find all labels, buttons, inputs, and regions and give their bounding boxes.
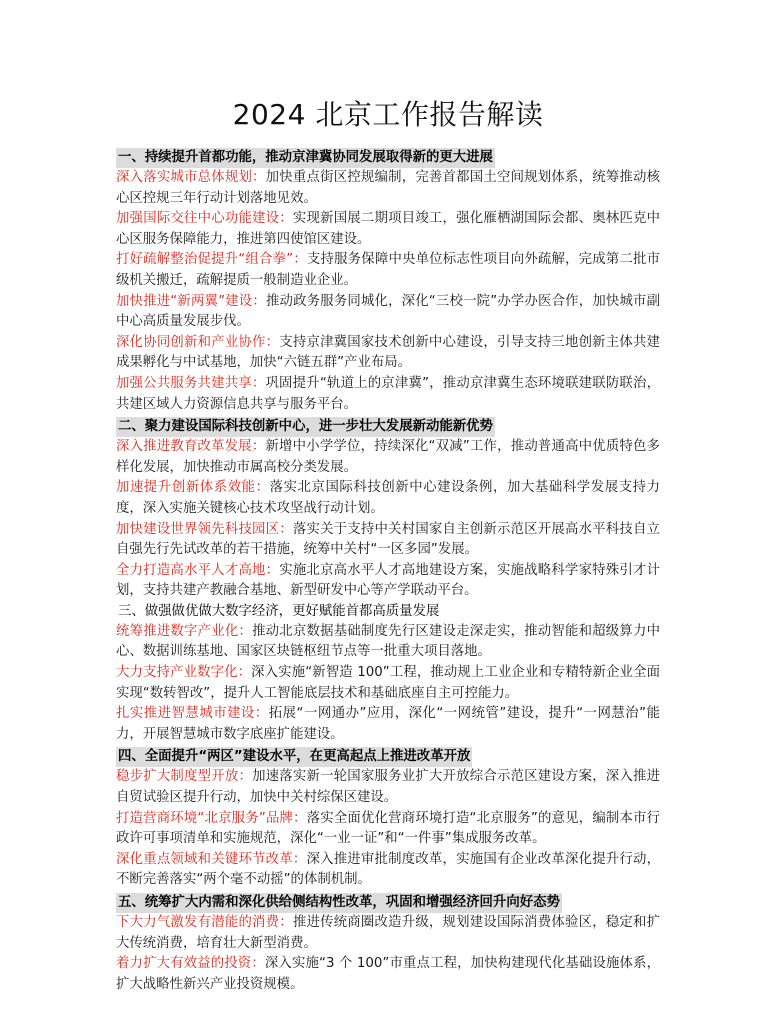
section-paragraph xyxy=(116,663,660,704)
paragraph-lead: 深入推进教育改革发展： xyxy=(116,439,266,455)
paragraph-lead: 全力打造高水平人才高地： xyxy=(116,562,280,578)
paragraph-lead: 扎实推进智慧城市建设： xyxy=(116,706,269,722)
section-paragraph xyxy=(116,374,660,415)
section-paragraph xyxy=(116,561,660,602)
section-4 xyxy=(116,745,660,891)
section-heading: 五、统筹扩大内需和深化供给侧结构性改革，巩固和增强经济回升向好态势 xyxy=(116,893,562,913)
section-paragraph xyxy=(116,913,660,954)
paragraph-text: 落实北京国际科技创新中心建设条例，加大基础科学发展支持力度，深入实施关键核心技术攻坚战行动计划。 xyxy=(116,480,661,516)
section-paragraph xyxy=(116,478,660,519)
paragraph-text: 深入实施“3 个 100”市重点工程，加快构建现代化基础设施体系，扩大战略性新兴产业投资规模。 xyxy=(116,956,661,992)
section-paragraph xyxy=(116,250,660,291)
section-paragraph xyxy=(116,209,660,250)
paragraph-lead: 加快推进“新两翼”建设： xyxy=(116,293,266,309)
paragraph-text: 落实全面优化营商环境打造“北京服务”的意见，编制本市行政许可事项清单和实施规范，深化“一业一证”和“一件事”集成服务改革。 xyxy=(116,810,661,847)
section-paragraph xyxy=(116,437,660,478)
paragraph-text: 加快重点街区控规编制，完善首都国土空间规划体系，统筹推动核心区控规三年行动计划落地见效。 xyxy=(116,170,661,206)
section-paragraph xyxy=(116,809,660,850)
section-paragraph xyxy=(116,333,660,374)
section-paragraph xyxy=(116,767,660,808)
section-paragraph xyxy=(116,292,660,333)
paragraph-lead: 加速提升创新体系效能： xyxy=(116,480,270,496)
paragraph-lead: 加强公共服务共建共享： xyxy=(116,375,266,391)
paragraph-lead: 大力支持产业数字化： xyxy=(116,665,252,681)
sections-container xyxy=(116,146,660,995)
section-paragraph xyxy=(116,704,660,745)
paragraph-text: 支持京津冀国家技术创新中心建设，引导支持三地创新主体共建成果孵化与中试基地，加快“六链五群”产业布局。 xyxy=(116,334,660,371)
paragraph-text: 实现新国展二期项目竣工，强化雁栖湖国际会都、奥林匹克中心区服务保障能力，推进第四使馆区建设。 xyxy=(116,211,661,247)
paragraph-text: 落实关于支持中关村国家自主创新示范区开展高水平科技自立自强先行先试改革的若干措施，统筹中关村“一区多园”发展。 xyxy=(116,521,661,558)
paragraph-text: 深入推进审批制度改革，实施国有企业改革深化提升行动，不断完善落实“两个毫不动摇”的体制机制。 xyxy=(116,851,661,888)
paragraph-text: 推进传统商圈改造升级，规划建设国际消费体验区，稳定和扩大传统消费，培育壮大新型消费。 xyxy=(116,915,661,951)
section-heading: 三、做强做优做大数字经济，更好赋能首都高质量发展 xyxy=(118,603,440,619)
paragraph-text: 支持服务保障中央单位标志性项目向外疏解，完成第二批市级机关搬迁，疏解提质一般制造业企业。 xyxy=(116,252,661,288)
section-2 xyxy=(116,415,660,602)
section-paragraph xyxy=(116,954,660,995)
section-paragraph xyxy=(116,520,660,561)
paragraph-lead: 统筹推进数字产业化： xyxy=(116,623,253,639)
paragraph-lead: 深入落实城市总体规划： xyxy=(116,170,266,185)
paragraph-text: 新增中小学学位，持续深化“双减”工作，推动普通高中优质特色多样化发展，加快推动市属高校分类发展。 xyxy=(116,439,660,475)
paragraph-lead: 加强国际交往中心功能建设： xyxy=(116,211,293,227)
section-paragraph xyxy=(116,168,660,209)
paragraph-lead: 打造营商环境“北京服务”品牌： xyxy=(116,810,307,826)
document-title: 2024 北京工作报告解读 xyxy=(232,98,544,131)
paragraph-text: 拓展“一网通办”应用，深化“一网统管”建设，提升“一网慧治”能力，开展智慧城市数字底座扩能建设。 xyxy=(116,706,661,742)
paragraph-lead: 着力扩大有效益的投资： xyxy=(116,956,265,972)
paragraph-lead: 加快建设世界领先科技园区： xyxy=(116,521,293,537)
paragraph-text: 巩固提升“轨道上的京津冀”，推动京津冀生态环境联建联防联治，共建区域人力资源信息共享与服务平台。 xyxy=(116,375,660,412)
paragraph-lead: 深化协同创新和产业协作： xyxy=(116,334,280,350)
paragraph-lead: 稳步扩大制度型开放： xyxy=(116,769,253,785)
section-paragraph xyxy=(116,622,660,663)
paragraph-text: 推动北京数据基础制度先行区建设走深走实，推动智能和超级算力中心、数据训练基地、国家区块链枢纽节点等一批重大项目落地。 xyxy=(116,623,661,660)
paragraph-lead: 打好疏解整治促提升“组合拳”： xyxy=(116,252,307,268)
section-1 xyxy=(116,146,660,415)
section-3 xyxy=(116,602,660,746)
section-5 xyxy=(116,891,660,995)
section-heading: 二、聚力建设国际科技创新中心，进一步壮大发展新动能新优势 xyxy=(116,417,495,437)
paragraph-lead: 深化重点领域和关键环节改革： xyxy=(116,851,307,867)
paragraph-lead: 下大力气激发有潜能的消费： xyxy=(116,915,293,930)
document-page xyxy=(116,96,660,995)
paragraph-text: 推动政务服务同城化，深化“三校一院”办学办医合作，加快城市副中心高质量发展步伐。 xyxy=(116,293,661,330)
paragraph-text: 实施北京高水平人才高地建设方案，实施战略科学家特殊引才计划，支持共建产教融合基地、新型研发中心等产学联动平台。 xyxy=(116,562,660,599)
section-paragraph xyxy=(116,850,660,891)
paragraph-text: 加速落实新一轮国家服务业扩大开放综合示范区建设方案，深入推进自贸试验区提升行动，加快中关村综保区建设。 xyxy=(116,769,661,806)
paragraph-text: 深入实施“新智造 100”工程，推动规上工业企业和专精特新企业全面实现“数转智改”，提升人工智能底层技术和基础底座自主可控能力。 xyxy=(116,665,661,701)
section-heading: 四、全面提升“两区”建设水平，在更高起点上推进改革开放 xyxy=(116,747,472,767)
section-heading: 一、持续提升首都功能，推动京津冀协同发展取得新的更大进展 xyxy=(116,148,495,168)
